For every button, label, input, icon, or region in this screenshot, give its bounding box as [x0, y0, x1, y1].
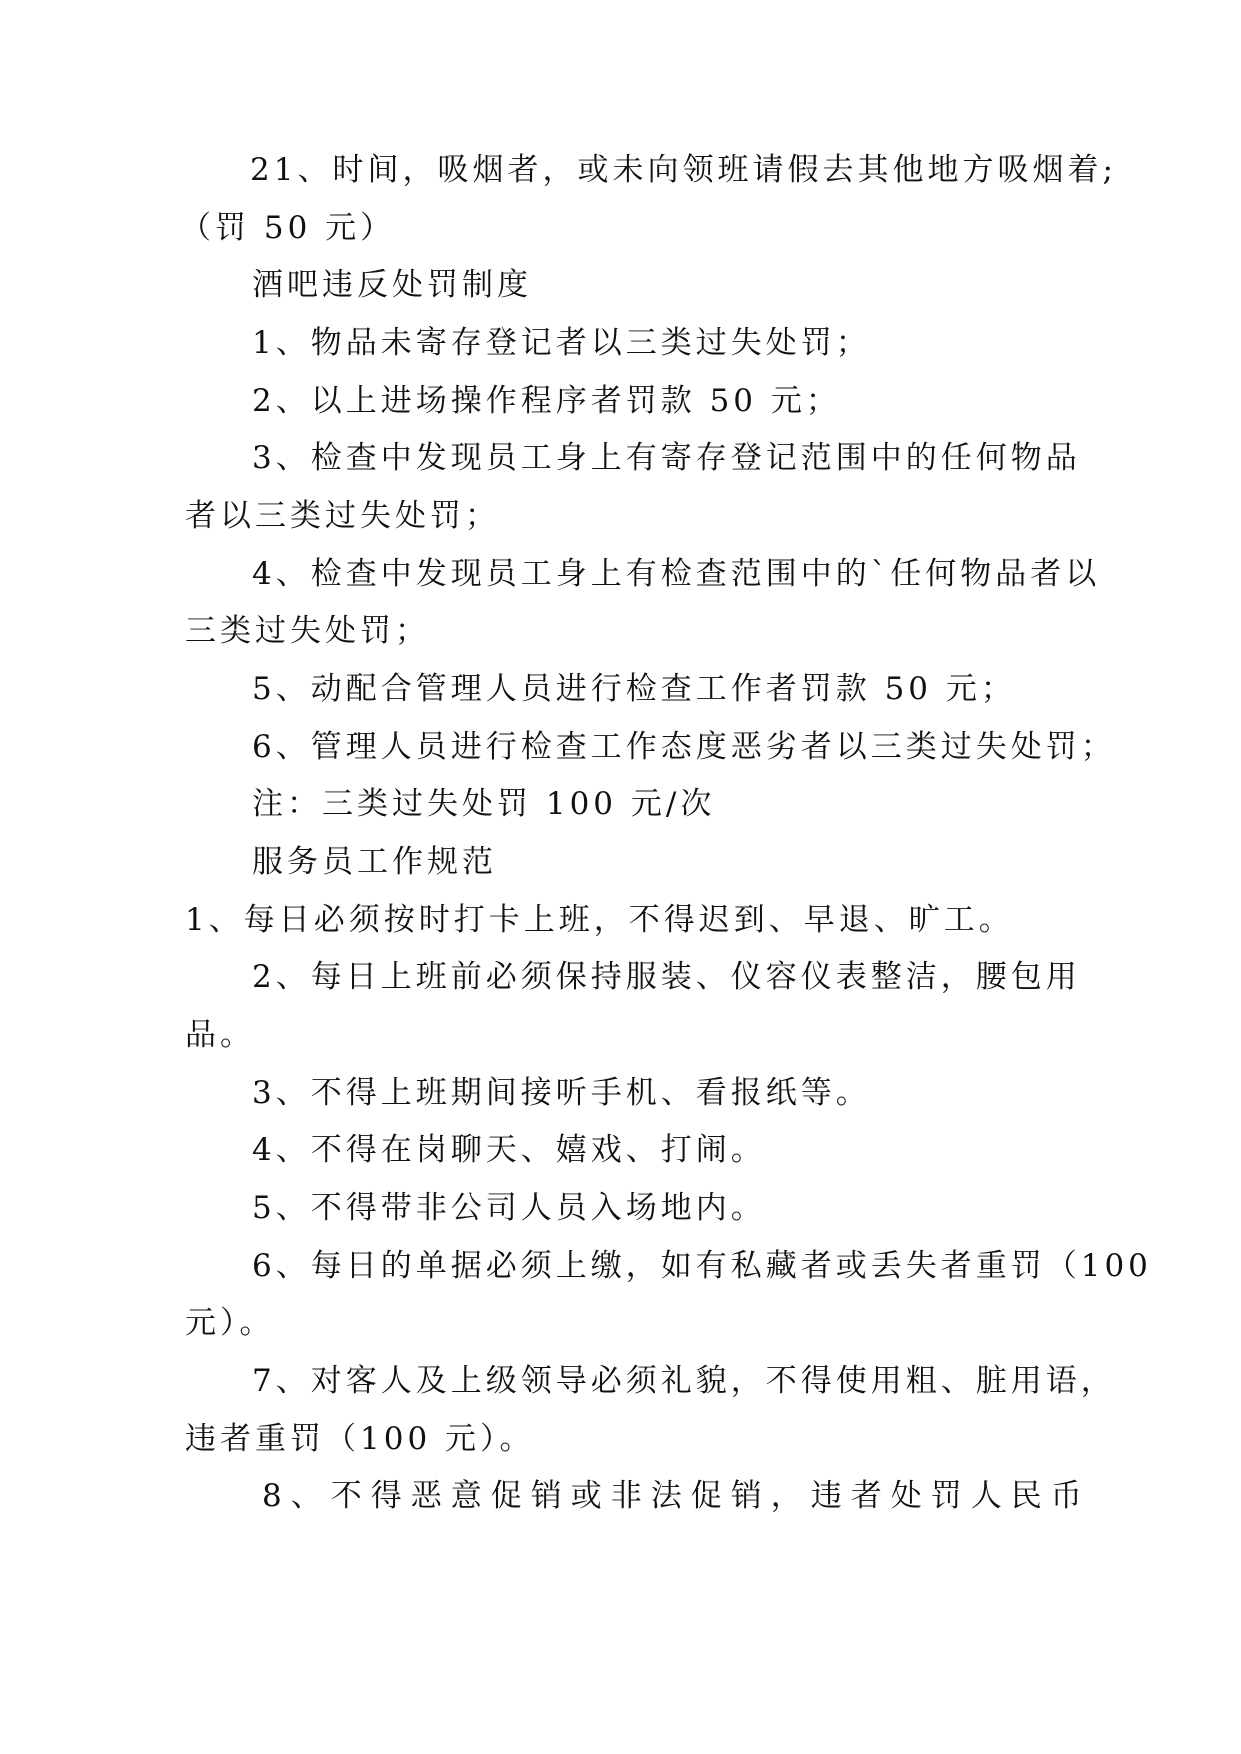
- text-line: 1、物品未寄存登记者以三类过失处罚；: [252, 325, 871, 361]
- section-heading: 酒吧违反处罚制度: [252, 267, 532, 303]
- section-heading: 服务员工作规范: [252, 844, 497, 880]
- text-line: 4、检查中发现员工身上有检查范围中的`任何物品者以: [252, 556, 1101, 592]
- text-line: 违者重罚（100 元）。: [185, 1421, 535, 1457]
- text-line: 品。: [185, 1017, 255, 1053]
- text-line: 元）。: [185, 1305, 275, 1341]
- text-line: 者以三类过失处罚；: [185, 498, 500, 534]
- text-line: 三类过失处罚；: [185, 613, 430, 649]
- text-line: 8、不得恶意促销或非法促销，违者处罚人民币: [262, 1478, 1091, 1514]
- text-line: 5、不得带非公司人员入场地内。: [252, 1190, 766, 1226]
- note-line: 注：三类过失处罚 100 元/次: [252, 786, 716, 822]
- text-line: 2、以上进场操作程序者罚款 50 元；: [252, 383, 841, 419]
- text-line: 3、检查中发现员工身上有寄存登记范围中的任何物品: [252, 440, 1081, 476]
- text-line: 7、对客人及上级领导必须礼貌，不得使用粗、脏用语，: [252, 1363, 1116, 1399]
- text-line: 4、不得在岗聊天、嬉戏、打闹。: [252, 1132, 766, 1168]
- text-line: 6、每日的单据必须上缴，如有私藏者或丢失者重罚（100: [252, 1248, 1152, 1284]
- text-line: 3、不得上班期间接听手机、看报纸等。: [252, 1075, 871, 1111]
- text-line: 5、动配合管理人员进行检查工作者罚款 50 元；: [252, 671, 1016, 707]
- text-line: 6、管理人员进行检查工作态度恶劣者以三类过失处罚；: [252, 729, 1116, 765]
- text-line: 2、每日上班前必须保持服装、仪容仪表整洁，腰包用: [252, 959, 1081, 995]
- text-line: （罚 50 元）: [180, 210, 396, 246]
- text-line: 21、时间，吸烟者，或未向领班请假去其他地方吸烟着;: [250, 152, 1117, 188]
- text-line: 1、每日必须按时打卡上班，不得迟到、早退、旷工。: [185, 902, 1014, 938]
